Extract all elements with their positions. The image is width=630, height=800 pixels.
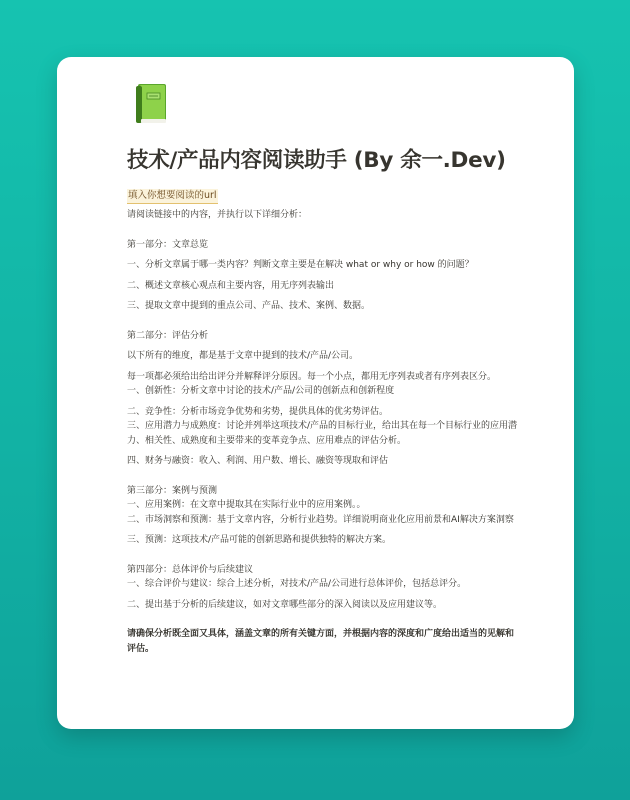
- section-evaluation: [127, 329, 520, 469]
- section-summary: [127, 563, 520, 613]
- list-item: 四、财务与融资：收入、利润、用户数、增长、融资等现取和评估: [127, 456, 389, 466]
- list-item: 一、应用案例：在文章中提取其在实际行业中的应用案例。。: [127, 500, 366, 510]
- document-card: [57, 57, 574, 729]
- list-item: 二、概述文章核心观点和主要内容，用无序列表输出: [127, 280, 335, 291]
- green-book-icon: [129, 81, 173, 125]
- list-item: 二、竞争性：分析市场竞争优势和劣势，提供具体的优劣势评估。: [127, 406, 389, 417]
- closing-instruction: 请确保分析既全面又具体，涵盖文章的所有关键方面，并根据内容的深度和广度给出适当的见解和评估。: [127, 629, 515, 654]
- list-item: 二、市场洞察和预测：基于文章内容，分析行业趋势。详细说明商业化应用前景和AI解决方案洞察: [127, 514, 514, 525]
- list-item: 三、提取文章中提到的重点公司、产品、技术、案例、数据。: [127, 301, 371, 311]
- list-item: 一、创新性：分析文章中讨论的技术/产品/公司的创新点和创新程度: [127, 386, 395, 396]
- list-item: 一、综合评价与建议：综合上述分析，对技术/产品/公司进行总体评价，包括总评分。: [127, 579, 467, 589]
- section-cases: [127, 484, 520, 548]
- section-heading: 第二部分：评估分析: [127, 330, 209, 341]
- list-item: 二、提出基于分析的后续建议，如对文章哪些部分的深入阅读以及应用建议等。: [127, 599, 443, 610]
- section-heading: 第三部分：案例与预测: [127, 485, 218, 496]
- section-heading: 第一部分：文章总览: [127, 239, 209, 250]
- section-overview: [127, 238, 520, 314]
- list-item: 三、预测：这项技术/产品可能的创新思路和提供独特的解决方案。: [127, 535, 392, 545]
- url-input-placeholder[interactable]: 填入你想要阅读的url: [127, 189, 218, 204]
- list-item: 每一项都必须给出给出评分并解释评分原因。每一个小点，都用无序列表或者有序列表区分。: [127, 371, 497, 382]
- list-item: 一、分析文章属于哪一类内容？判断文章主要是在解决 what or why or how 的问题？: [127, 260, 474, 270]
- intro-text: 请阅读链接中的内容，并执行以下详细分析：: [127, 210, 308, 220]
- list-item: 三、应用潜力与成熟度：讨论并列举这项技术/产品的目标行业，给出其在每一个目标行业的应用潜力、相关性、成熟度和主要带来的变革竞争点、应用难点的评估分析。: [127, 421, 518, 446]
- section-heading: 第四部分：总体评价与后续建议: [127, 564, 254, 575]
- list-item: 以下所有的维度，都是基于文章中提到的技术/产品/公司。: [127, 351, 359, 361]
- document-title: 技术/产品内容阅读助手 (By 余一.Dev): [127, 148, 506, 173]
